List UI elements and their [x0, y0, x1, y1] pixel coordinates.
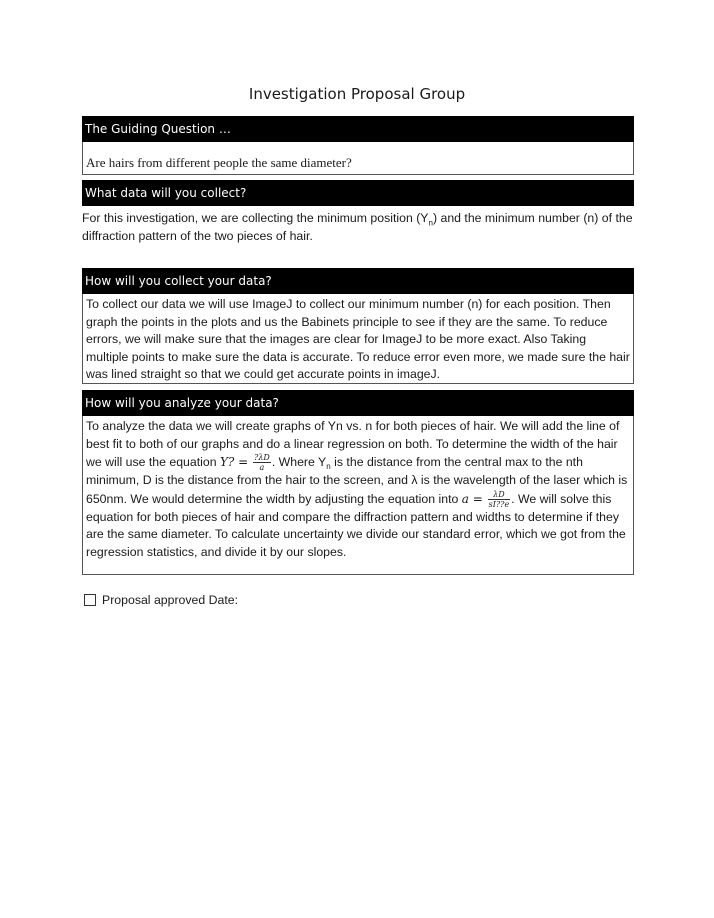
data-collect-header: What data will you collect? — [82, 180, 634, 206]
equation-1-fraction — [253, 453, 271, 472]
guiding-question-header: The Guiding Question … — [82, 116, 634, 142]
how-analyze-header: How will you analyze your data? — [82, 390, 634, 416]
approval-row — [84, 593, 238, 607]
equation-1-denominator: a — [259, 463, 265, 473]
data-collect-text[interactable] — [82, 210, 642, 245]
equation-1-lhs: Y? = — [219, 454, 253, 469]
approval-checkbox[interactable] — [84, 594, 96, 606]
equation-2-lhs: a = — [461, 491, 487, 506]
how-collect-header: How will you collect your data? — [82, 268, 634, 294]
equation-2-numerator: λD — [488, 490, 511, 500]
analyze-text-part4: . We will solve this equation for both pieces of hair and compare the diffraction pattern and widths to determine if they are the same diameter. To calculate uncertainty we divide our standard error, which we got from the regression statistics, and divide it by our slopes. — [86, 491, 626, 559]
data-collect-text-part1: For this investigation, we are collecting the minimum position (Y — [82, 211, 429, 225]
data-collect-text-part2: ) and the minimum number (n) of the diffraction pattern of the two pieces of hair. — [82, 211, 633, 243]
subscript-n: n — [326, 462, 331, 472]
analyze-text-part3: is the distance from the central max to the nth minimum, D is the distance from the hair to the screen, and λ is the wavelength of the laser which is 650nm. We would determine the width by adjusting the equation into — [86, 454, 628, 506]
guiding-question-text[interactable]: Are hairs from different people the same diameter? — [82, 142, 634, 175]
equation-2-fraction — [488, 490, 511, 509]
equation-2-denominator: sI??e — [488, 499, 510, 509]
how-analyze-text[interactable] — [82, 416, 634, 575]
how-collect-text[interactable]: To collect our data we will use ImageJ to collect our minimum number (n) for each position. Then graph the points in the plots and us the Babinets principle to see if they are the same. To reduce errors, we will make sure that the images are clear for ImageJ to be more exact. Also Taking multiple points to make sure the data is accurate. To reduce error even more, we made sure the hair was lined straight so that we could get accurate points in imageJ. — [82, 294, 634, 384]
equation-1-numerator: ?λD — [254, 453, 270, 463]
analyze-text-part2: . Where Y — [271, 454, 327, 469]
subscript-n: n — [428, 218, 433, 228]
page-title: Investigation Proposal Group — [248, 85, 466, 103]
approval-label: Proposal approved Date: — [102, 593, 239, 607]
analyze-text-part1: To analyze the data we will create graphs of Yn vs. n for both pieces of hair. We will add the line of best fit to both of our graphs and do a linear regression on both. To determine the width of the hair we will use the equation — [86, 419, 620, 469]
